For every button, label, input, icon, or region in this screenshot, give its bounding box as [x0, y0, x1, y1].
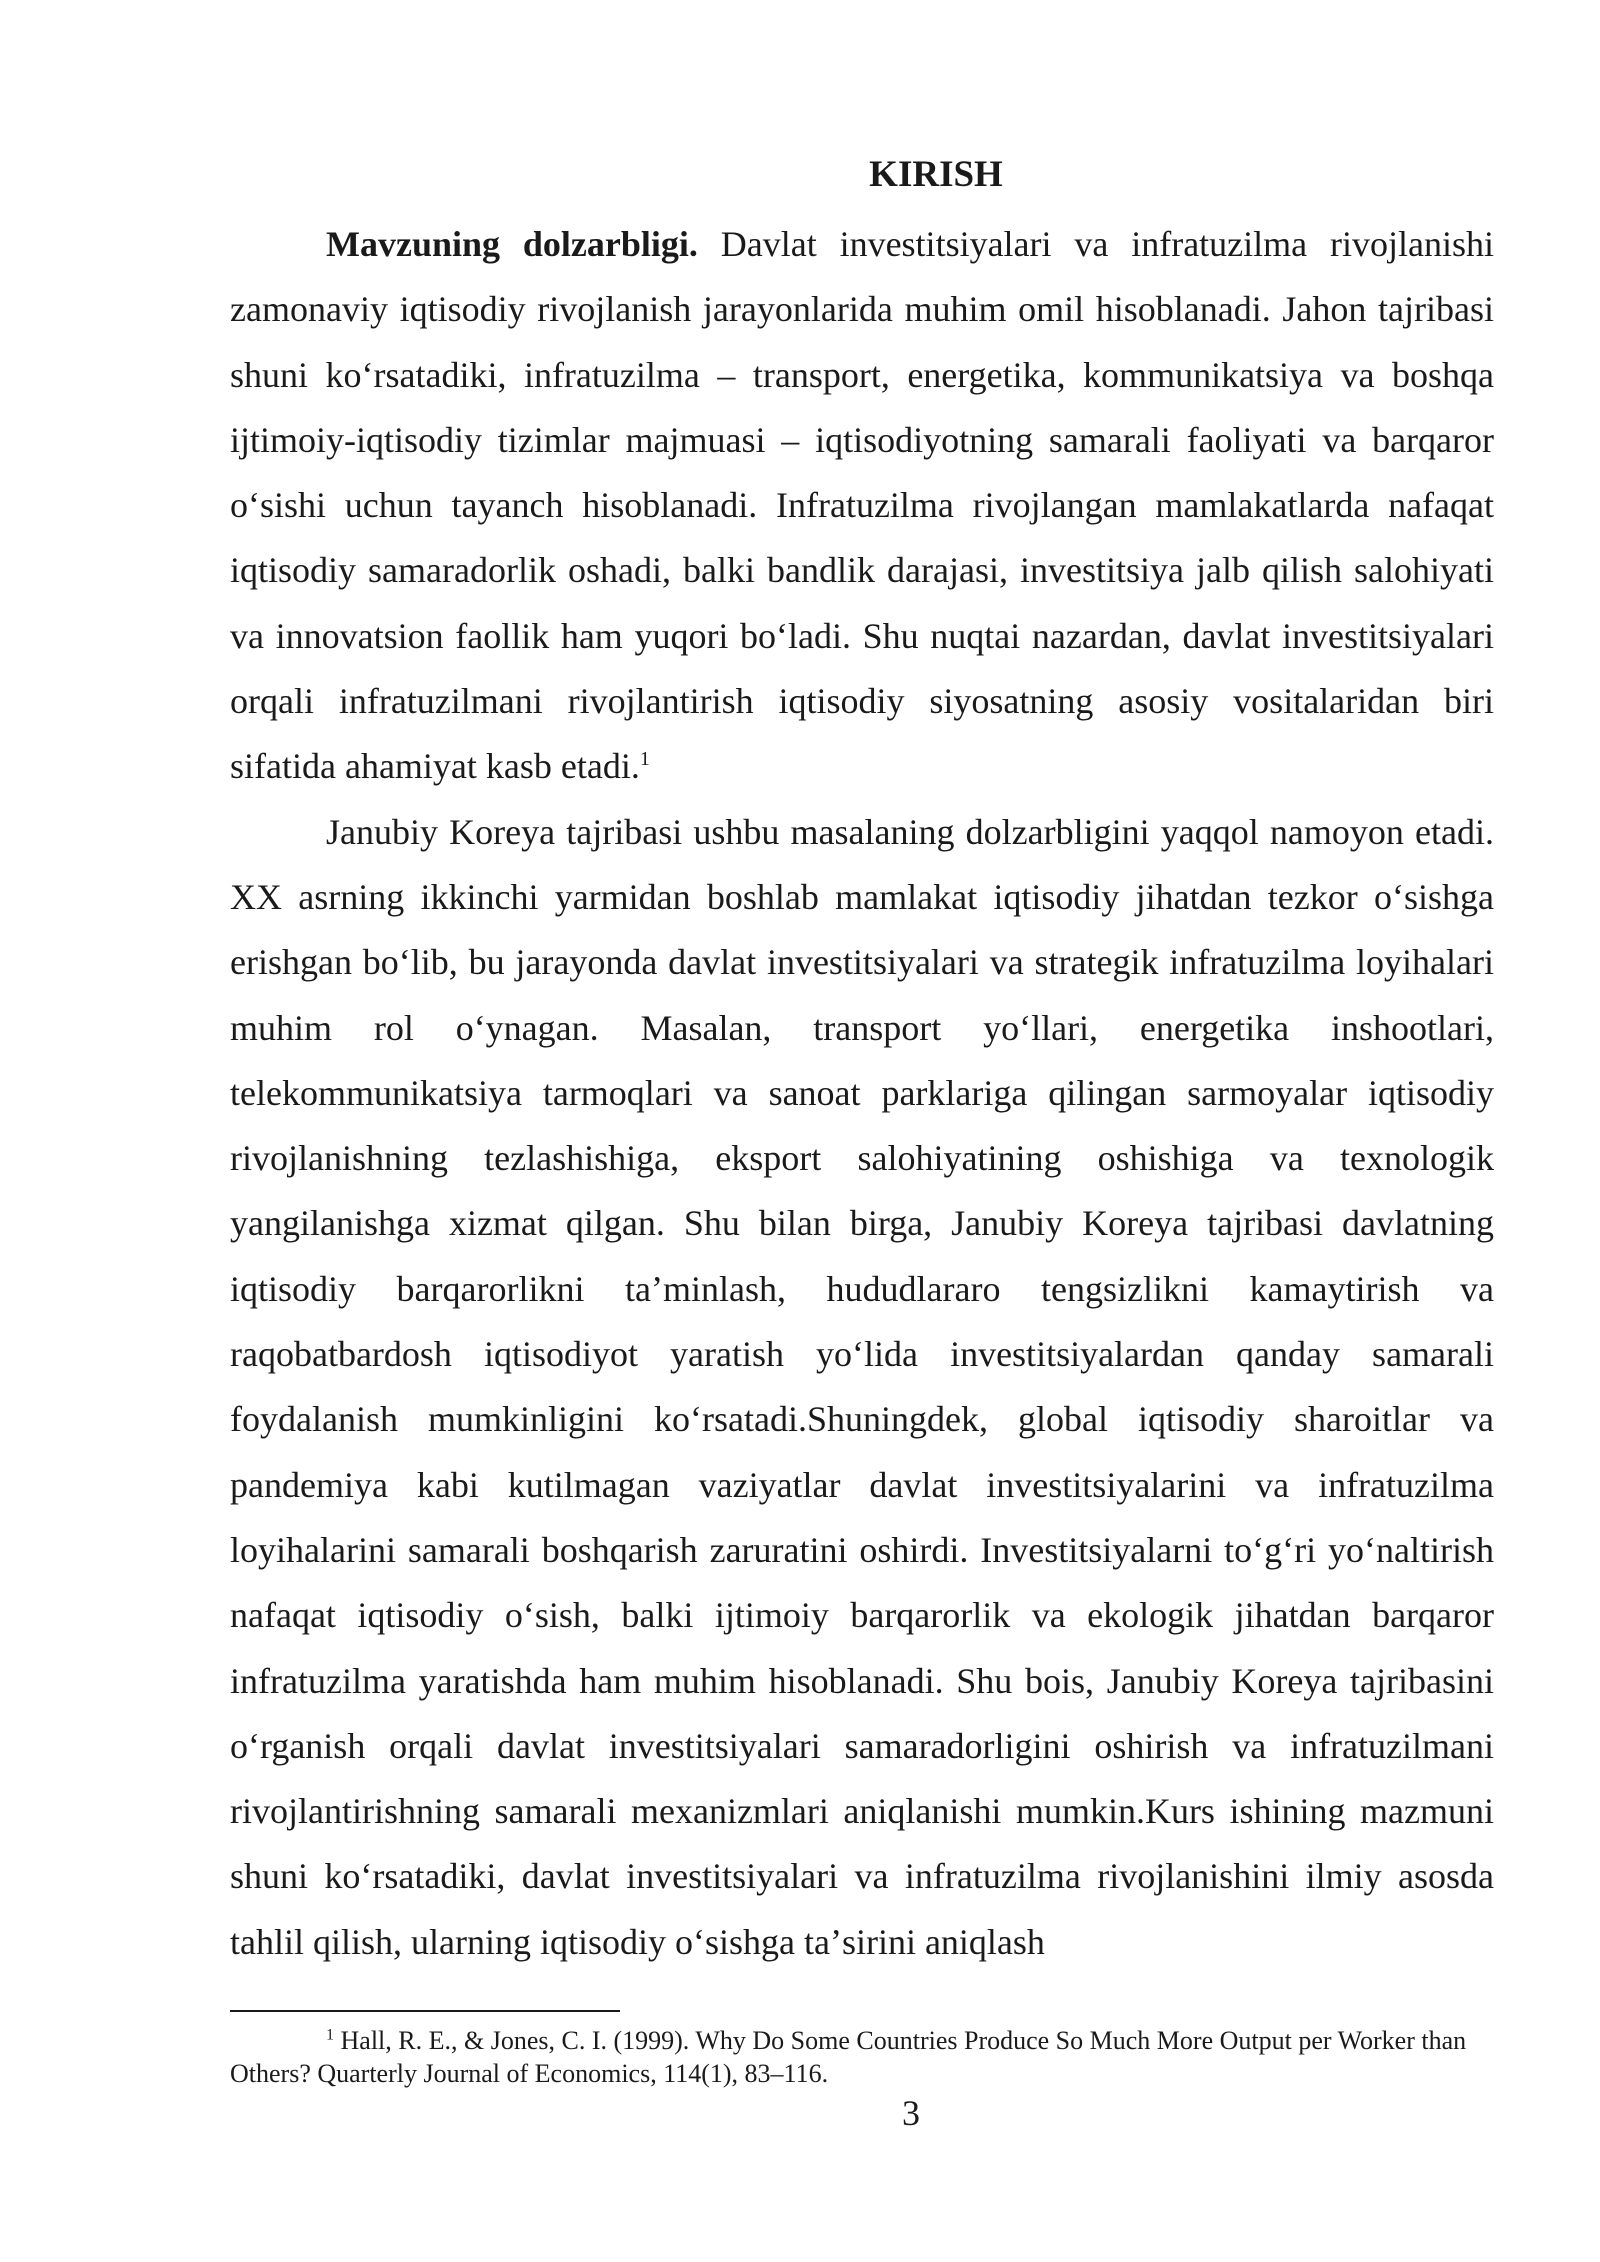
paragraph-korea: Janubiy Koreya tajribasi ushbu masalaning dolzarbligini yaqqol namoyon etadi. XX asrning ikkinchi yarmidan boshlab mamlakat iqtisodiy jihatdan tezkor oʻsishga erishgan boʻlib, bu jarayonda davlat investitsiyalari va strategik infratuzilma loyihalari muhim rol oʻynagan. Masalan, transport yoʻllari, energetika inshootlari, telekommunikatsiya tarmoqlari va sanoat parklariga qilingan sarmoyalar iqtisodiy rivojlanishning tezlashishiga, eksport salohiyatining oshishiga va texnologik yangilanishga xizmat qilgan. Shu bilan birga, Janubiy Koreya tajribasi davlatning iqtisodiy barqarorlikni taʼminlash, hududlararo tengsizlikni kamaytirish va raqobatbardosh iqtisodiyot yaratish yoʻlida investitsiyalardan qanday samarali foydalanish mumkinligini koʻrsatadi.Shuningdek, global iqtisodiy sharoitlar va pandemiya kabi kutilmagan vaziyatlar davlat investitsiyalarini va infratuzilma loyihalarini samarali boshqarish zaruratini oshirdi. Investitsiyalarni toʻgʻri yoʻnaltirish nafaqat iqtisodiy oʻsish, balki ijtimoiy barqarorlik va ekologik jihatdan barqaror infratuzilma yaratishda ham muhim hisoblanadi. Shu bois, Janubiy Koreya tajribasini oʻrganish orqali davlat investitsiyalari samaradorligini oshirish va infratuzilmani rivojlantirishning samarali mexanizmlari aniqlanishi mumkin.Kurs ishining mazmuni shuni koʻrsatadiki, davlat investitsiyalari va infratuzilma rivojlanishini ilmiy asosda tahlil qilish, ularning iqtisodiy oʻsishga taʼsirini aniqlash — [230, 811, 1494, 1962]
footnote-separator — [230, 2010, 620, 2012]
footnote — [230, 2024, 1494, 2090]
page-number: 3 — [902, 2093, 920, 2133]
footnote-reference[interactable]: 1 — [639, 748, 650, 771]
paragraph-relevance — [230, 212, 1494, 800]
paragraph-lead: Mavzuning dolzarbligi. — [326, 224, 698, 264]
footnote-marker: 1 — [326, 2026, 334, 2044]
paragraph-text: Davlat investitsiyalari va infratuzilma rivojlanishi zamonaviy iqtisodiy rivojlanish jarayonlarida muhim omil hisoblanadi. Jahon tajribasi shuni koʻrsatadiki, infratuzilma – transport, energetika, kommunikatsiya va boshqa ijtimoiy-iqtisodiy tizimlar majmuasi – iqtisodiyotning samarali faoliyati va barqaror oʻsishi uchun tayanch hisoblanadi. Infratuzilma rivojlangan mamlakatlarda nafaqat iqtisodiy samaradorlik oshadi, balki bandlik darajasi, investitsiya jalb qilish salohiyati va innovatsion faollik ham yuqori boʻladi. Shu nuqtai nazardan, davlat investitsiyalari orqali infratuzilmani rivojlantirish iqtisodiy siyosatning asosiy vositalaridan biri sifatida ahamiyat kasb etadi. — [230, 224, 1494, 787]
footnote-text: Hall, R. E., & Jones, C. I. (1999). Why Do Some Countries Produce So Much More Output per Worker than Others? Quarterly Journal of Economics, 114(1), 83–116. — [230, 2026, 1467, 2088]
document-body — [230, 150, 1494, 1975]
section-heading: KIRISH — [869, 154, 1003, 195]
